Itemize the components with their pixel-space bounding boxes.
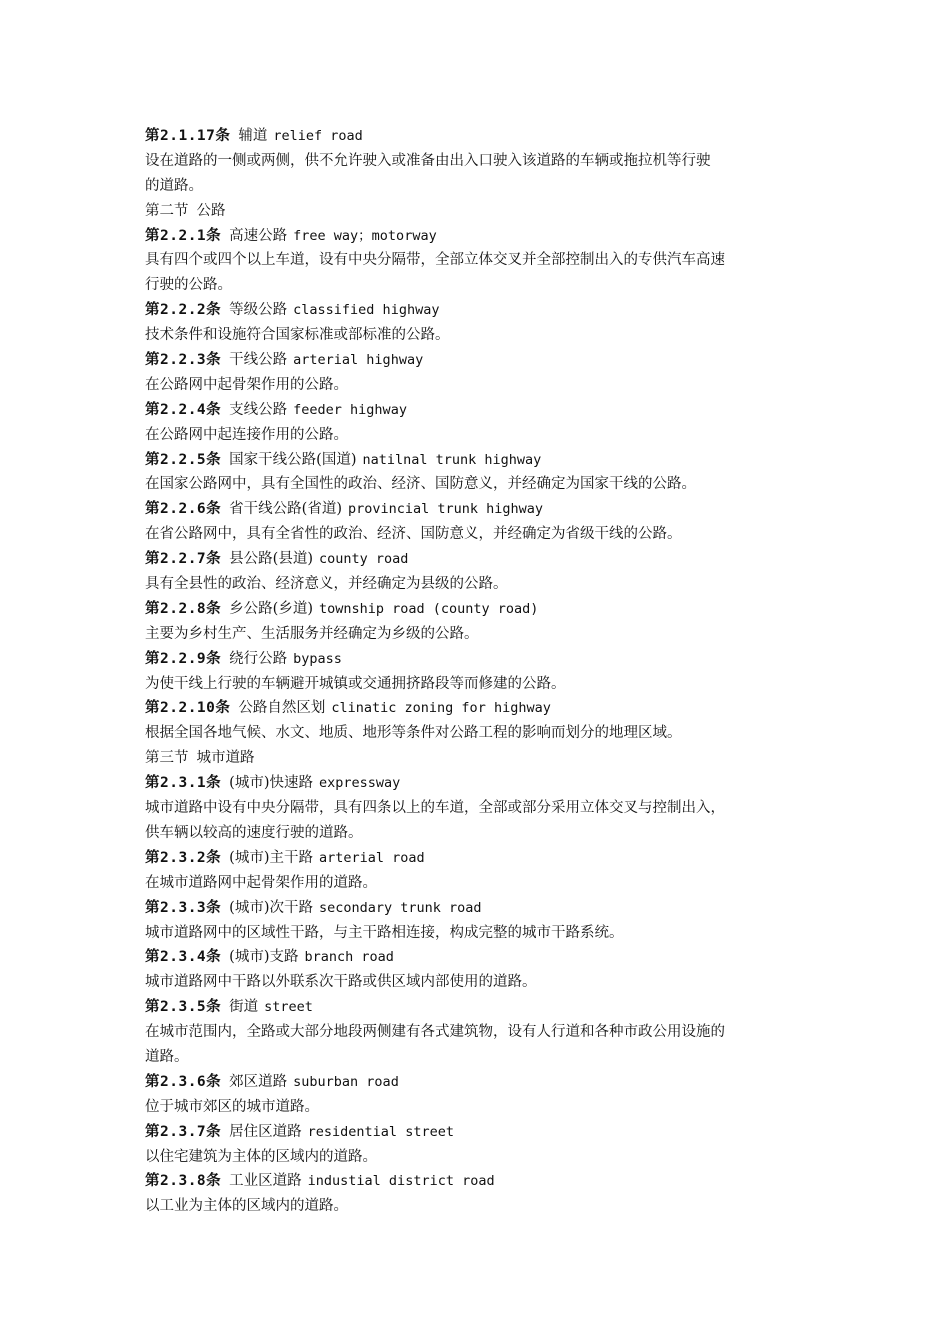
term-english: residential street <box>307 1123 454 1140</box>
term-chinese: 国家干线公路(国道) <box>229 451 357 468</box>
term-english: bypass <box>293 650 342 667</box>
definition-text: 行驶的公路。 <box>145 277 232 294</box>
article-number: 第2.2.10条 <box>145 700 231 717</box>
article-number: 第2.2.9条 <box>145 650 222 667</box>
article-number: 第2.2.7条 <box>145 551 222 568</box>
article-heading <box>145 771 825 796</box>
definition-text: 在公路网中起连接作用的公路。 <box>145 426 348 443</box>
term-english: free way；motorway <box>293 227 437 244</box>
term-chinese: 居住区道路 <box>229 1123 302 1140</box>
definition-text: 城市道路网中干路以外联系次干路或供区域内部使用的道路。 <box>145 974 537 991</box>
article-number: 第2.2.4条 <box>145 401 222 418</box>
article-heading <box>145 398 825 423</box>
article-number: 第2.3.8条 <box>145 1173 222 1190</box>
article-number: 第2.3.3条 <box>145 899 222 916</box>
article-heading <box>145 1120 825 1145</box>
article-number: 第2.2.2条 <box>145 302 222 319</box>
document-page <box>145 124 825 1219</box>
definition-text: 位于城市郊区的城市道路。 <box>145 1098 319 1115</box>
section-title: 公路 <box>196 202 226 219</box>
term-english: arterial road <box>318 849 425 866</box>
article-number: 第2.2.8条 <box>145 600 222 617</box>
article-heading <box>145 995 825 1020</box>
definition-text: 设在道路的一侧或两侧，供不允许驶入或准备由出入口驶入该道路的车辆或拖拉机等行驶 <box>145 152 711 169</box>
article-heading <box>145 348 825 373</box>
definition-text: 具有四个或四个以上车道，设有中央分隔带，全部立体交叉并全部控制出入的专供汽车高速 <box>145 252 725 269</box>
term-english: feeder highway <box>293 401 407 418</box>
term-english: arterial highway <box>293 352 424 369</box>
term-chinese: (城市)主干路 <box>229 849 313 866</box>
article-number: 第2.2.1条 <box>145 227 222 244</box>
article-heading <box>145 647 825 672</box>
definition-text: 道路。 <box>145 1048 189 1065</box>
definition-text: 以工业为主体的区域内的道路。 <box>145 1198 348 1215</box>
article-number: 第2.2.3条 <box>145 352 222 369</box>
article-number: 第2.3.5条 <box>145 999 222 1016</box>
section-label: 第三节 <box>145 750 189 767</box>
article-number: 第2.3.7条 <box>145 1123 222 1140</box>
article-heading <box>145 597 825 622</box>
term-english: industial district road <box>307 1173 495 1190</box>
term-english: branch road <box>304 949 394 966</box>
article-heading <box>145 224 825 249</box>
term-english: clinatic zoning for highway <box>331 700 551 717</box>
definition-text: 具有全县性的政治、经济意义，并经确定为县级的公路。 <box>145 576 508 593</box>
term-chinese: 街道 <box>229 999 259 1016</box>
term-chinese: 县公路(县道) <box>229 551 313 568</box>
section-label: 第二节 <box>145 202 189 219</box>
definition-text: 以住宅建筑为主体的区域内的道路。 <box>145 1148 377 1165</box>
definition-text: 根据全国各地气候、水文、地质、地形等条件对公路工程的影响而划分的地理区域。 <box>145 725 682 742</box>
definition-text: 在省公路网中，具有全省性的政治、经济、国防意义，并经确定为省级干线的公路。 <box>145 526 682 543</box>
term-english: suburban road <box>293 1073 399 1090</box>
term-english: secondary trunk road <box>318 899 482 916</box>
article-heading <box>145 547 825 572</box>
article-number: 第2.3.1条 <box>145 775 222 792</box>
definition-text: 在国家公路网中，具有全国性的政治、经济、国防意义，并经确定为国家干线的公路。 <box>145 476 696 493</box>
term-chinese: 干线公路 <box>229 352 288 369</box>
article-heading <box>145 497 825 522</box>
article-heading <box>145 696 825 721</box>
section-heading <box>145 746 825 771</box>
article-number: 第2.3.2条 <box>145 849 222 866</box>
article-number: 第2.3.4条 <box>145 949 222 966</box>
term-chinese: 辅道 <box>238 128 268 144</box>
definition-text: 的道路。 <box>145 177 203 194</box>
article-number: 第2.1.17条 <box>145 128 231 144</box>
article-heading <box>145 846 825 871</box>
definition-text: 在城市道路网中起骨架作用的道路。 <box>145 874 377 891</box>
term-english: expressway <box>318 775 401 792</box>
article-heading <box>145 448 825 473</box>
article-heading <box>145 945 825 970</box>
section-heading <box>145 199 825 224</box>
term-chinese: 省干线公路(省道) <box>229 501 342 518</box>
term-english: classified highway <box>293 302 440 319</box>
article-heading <box>145 124 825 149</box>
term-chinese: (城市)快速路 <box>229 775 313 792</box>
term-chinese: 工业区道路 <box>229 1173 302 1190</box>
article-number: 第2.3.6条 <box>145 1073 222 1090</box>
definition-text: 为使干线上行驶的车辆避开城镇或交通拥挤路段等而修建的公路。 <box>145 675 566 692</box>
article-heading <box>145 1070 825 1095</box>
term-english: street <box>264 999 313 1016</box>
definition-text: 技术条件和设施符合国家标准或部标准的公路。 <box>145 327 450 344</box>
definition-text: 主要为乡村生产、生活服务并经确定为乡级的公路。 <box>145 625 479 642</box>
article-heading <box>145 1169 825 1194</box>
article-heading <box>145 298 825 323</box>
section-title: 城市道路 <box>196 750 255 767</box>
article-number: 第2.2.5条 <box>145 451 222 468</box>
term-chinese: 等级公路 <box>229 302 288 319</box>
term-english: township road (county road) <box>318 600 539 617</box>
term-english: provincial trunk highway <box>347 501 544 518</box>
term-chinese: 公路自然区划 <box>238 700 326 717</box>
article-number: 第2.2.6条 <box>145 501 222 518</box>
term-chinese: (城市)支路 <box>229 949 299 966</box>
definition-text: 在城市范围内，全路或大部分地段两侧建有各式建筑物，设有人行道和各种市政公用设施的 <box>145 1024 725 1041</box>
term-chinese: (城市)次干路 <box>229 899 313 916</box>
term-chinese: 绕行公路 <box>229 650 288 667</box>
definition-text: 城市道路网中的区域性干路，与主干路相连接，构成完整的城市干路系统。 <box>145 924 624 941</box>
term-chinese: 高速公路 <box>229 227 288 244</box>
term-english: relief road <box>273 128 363 144</box>
term-english: county road <box>318 551 409 568</box>
term-chinese: 乡公路(乡道) <box>229 600 313 617</box>
definition-text: 城市道路中设有中央分隔带，具有四条以上的车道，全部或部分采用立体交叉与控制出入， <box>145 800 725 817</box>
term-chinese: 支线公路 <box>229 401 288 418</box>
term-english: natilnal trunk highway <box>362 451 542 468</box>
definition-text: 供车辆以较高的速度行驶的道路。 <box>145 824 363 841</box>
definition-text: 在公路网中起骨架作用的公路。 <box>145 376 348 393</box>
term-chinese: 郊区道路 <box>229 1073 288 1090</box>
article-heading <box>145 896 825 921</box>
